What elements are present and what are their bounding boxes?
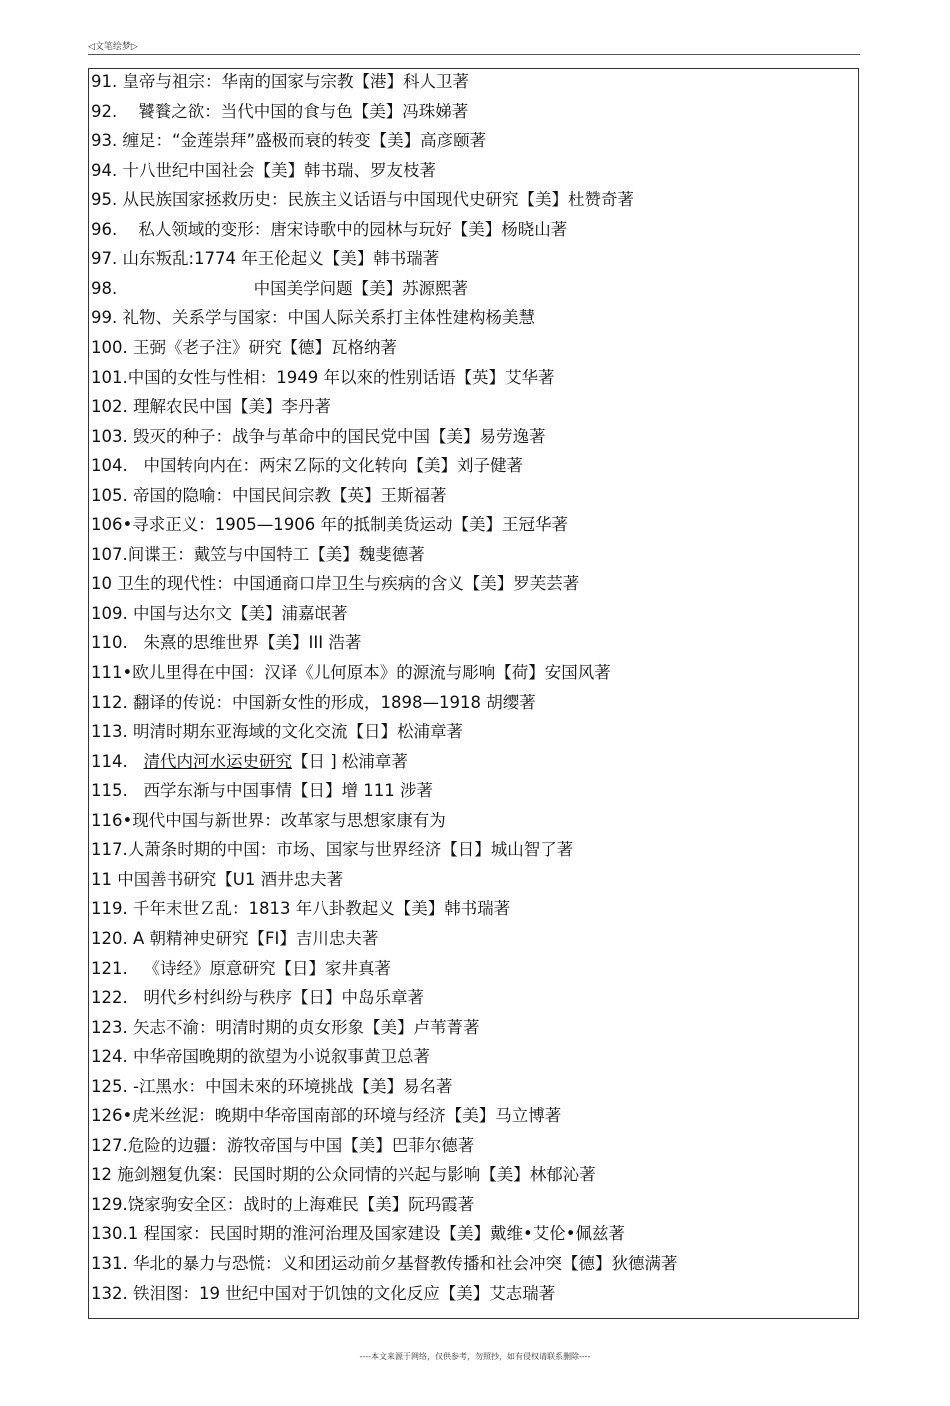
list-item <box>91 515 568 535</box>
entry-text: 中国美学问题【美】苏源熙著 <box>253 278 469 298</box>
entry-number: 112. <box>91 692 128 712</box>
entry-text: 施剑翘复仇案：民国时期的公众同情的兴起与影响【美】林郁沁著 <box>117 1165 596 1185</box>
entry-text: 矢志不渝：明清时期的贞女形象【美】卢苇菁著 <box>133 1017 480 1037</box>
entry-number: 122. <box>91 988 128 1008</box>
entry-text: -江黑水：中国未來的环境挑战【美】易名著 <box>133 1076 453 1096</box>
entry-text: 西学东渐与中国事情【日】增 111 涉著 <box>143 781 433 801</box>
list-item <box>91 1224 625 1244</box>
page-header <box>88 38 860 55</box>
list-item <box>91 693 536 713</box>
list-item <box>91 249 439 269</box>
entry-number: 110. <box>91 633 128 653</box>
list-item <box>91 308 535 328</box>
list-item <box>91 1284 555 1304</box>
entry-text: 明代乡村纠纷与秩序【日】中岛乐章著 <box>143 988 424 1008</box>
entry-number: 106• <box>91 515 133 535</box>
entry-number: 127. <box>91 1135 128 1155</box>
entry-number: 103. <box>91 426 128 446</box>
entry-text: 《诗经》原意研究【日】家井真著 <box>143 958 391 978</box>
entry-text: 程国家：民国时期的淮河治理及国家建设【美】戴维•艾伦•佩兹著 <box>143 1224 625 1244</box>
list-item <box>91 1018 480 1038</box>
entry-number: 121. <box>91 958 128 978</box>
entry-text: 【日 ] 松浦章著 <box>292 751 408 771</box>
entry-text: 人萧条时期的中国：市场、国家与世界经济【日】城山智了著 <box>127 840 574 860</box>
entry-text: 理解农民中国【美】李丹著 <box>133 397 331 417</box>
entry-text: 缠足：“金莲崇拜”盛极而衰的转变【美】高彦颐著 <box>122 131 487 151</box>
list-item <box>91 1136 474 1156</box>
list-item <box>91 338 397 358</box>
entry-number: 109. <box>91 603 128 623</box>
entry-text: 山东叛乱:1774 年王伦起义【美】韩书瑞著 <box>122 249 440 269</box>
entry-number: 101. <box>91 367 128 387</box>
entry-number: 95. <box>91 190 118 210</box>
list-item <box>91 752 408 772</box>
entry-number: 102. <box>91 397 128 417</box>
entry-number: 129. <box>91 1194 128 1214</box>
entry-number: 93. <box>91 131 118 151</box>
list-item <box>91 899 510 919</box>
entry-text: 危险的边疆：游牧帝国与中国【美】巴菲尔德著 <box>127 1135 475 1155</box>
entry-number: 119. <box>91 899 128 919</box>
entry-number: 107. <box>91 544 128 564</box>
list-item <box>91 131 486 151</box>
list-item <box>91 1077 452 1097</box>
book-list-box <box>88 68 859 1319</box>
entry-text: 朱熹的思维世界【美】III 浩著 <box>143 633 362 653</box>
entry-text: 虎米丝泥：晚期中华帝国南部的环境与经济【美】马立博著 <box>132 1106 562 1126</box>
entry-text: 中国善书研究【U1 酒井忠夫著 <box>117 869 344 889</box>
entry-number: 123. <box>91 1017 128 1037</box>
list-item <box>91 456 523 476</box>
list-item <box>91 279 468 299</box>
entry-number: 96. <box>91 219 118 239</box>
entry-number: 132. <box>91 1283 128 1303</box>
list-item <box>91 988 424 1008</box>
entry-number: 98. <box>91 278 118 298</box>
entry-text: 毁灭的种子：战争与革命中的国民党中国【美】易劳逸著 <box>133 426 546 446</box>
entry-text: 皇帝与祖宗：华南的国家与宗教【港】科人卫著 <box>122 72 469 91</box>
entry-number: 111• <box>91 663 133 682</box>
entry-text: 礼物、关系学与国家：中国人际关系打主体性建构杨美慧 <box>122 308 535 328</box>
entry-text: 铁泪图：19 世纪中国对于饥蚀的文化反应【美】艾志瑞著 <box>133 1283 556 1303</box>
entry-text: 中国的女性与性相：1949 年以來的性别话语【英】艾华著 <box>127 367 555 387</box>
entry-number: 94. <box>91 160 118 180</box>
list-item <box>91 72 469 92</box>
entry-number: 12 <box>91 1165 112 1185</box>
list-item <box>91 161 436 181</box>
entry-text: 寻求正义：1905—1906 年的抵制美货运动【美】王冠华著 <box>132 515 568 535</box>
entry-text: 千年末世Ｚ乱：1813 年八卦教起义【美】韩书瑞著 <box>133 899 511 919</box>
entry-text: 饕餮之欲：当代中国的食与色【美】冯珠娣著 <box>138 101 469 121</box>
entry-number: 124. <box>91 1047 128 1067</box>
entry-text: 饶家驹安全区：战时的上海难民【美】阮玛霞著 <box>127 1194 475 1214</box>
entry-number: 99. <box>91 308 118 328</box>
entry-number: 115. <box>91 781 128 801</box>
list-item <box>91 1047 430 1067</box>
entry-text: 十八世纪中国社会【美】韩书瑞、罗友枝著 <box>122 160 436 180</box>
entry-number: 131. <box>91 1254 128 1273</box>
list-item <box>91 545 425 565</box>
list-item <box>91 220 567 240</box>
entry-number: 117. <box>91 840 128 860</box>
entry-text: 华北的暴力与恐慌：义和团运动前夕基督教传播和社会冲突【德】狄德满著 <box>133 1254 678 1273</box>
list-item <box>91 102 468 122</box>
list-item <box>91 1195 474 1215</box>
entry-text: 明清时期东亚海域的文化交流【日】松浦章著 <box>133 722 463 742</box>
entry-text: 私人领域的变形：唐宋诗歌中的园林与玩好【美】杨晓山著 <box>138 219 568 239</box>
list-item <box>91 1254 678 1274</box>
list-item <box>91 929 378 949</box>
entry-number: 91. <box>91 72 118 91</box>
entry-number: 126• <box>91 1106 133 1126</box>
entry-text: 中国与达尔文【美】浦嘉氓著 <box>133 603 348 623</box>
entry-number: 104. <box>91 456 128 476</box>
entry-number: 10 <box>91 574 112 594</box>
list-item <box>91 1106 561 1126</box>
list-item <box>91 397 331 417</box>
list-item <box>91 574 579 594</box>
entry-number: 130.1 <box>91 1224 139 1244</box>
entry-text: 间谍王：戴笠与中国特工【美】魏斐德著 <box>127 544 425 564</box>
entry-text: 从民族国家拯救历史：民族主义话语与中国现代史研究【美】杜赞奇著 <box>122 190 634 210</box>
list-item <box>91 633 361 653</box>
list-item <box>91 722 463 742</box>
header-text: ◁文笔绘梦▷ <box>88 42 138 52</box>
entry-number: 113. <box>91 722 128 742</box>
list-item <box>91 368 555 388</box>
list-item <box>91 840 573 860</box>
entry-text: 帝国的隐喻：中国民间宗教【英】王斯福著 <box>133 485 447 505</box>
list-item <box>91 604 348 624</box>
entry-text: 中国转向内在：两宋Ｚ际的文化转向【美】刘子健著 <box>143 456 523 476</box>
entry-text: 王弼《老子注》研究【德】瓦格纳著 <box>133 337 397 357</box>
list-item <box>91 959 391 979</box>
list-item <box>91 486 447 506</box>
entry-text: 中华帝国晚期的欲望为小说叙事黄卫总著 <box>133 1047 430 1067</box>
list-item <box>91 190 634 210</box>
entry-number: 114. <box>91 751 128 771</box>
entry-text: A 朝精神史研究【FI】吉川忠夫著 <box>133 928 379 948</box>
list-item <box>91 663 611 683</box>
entry-text: 欧儿里得在中国：汉译《儿何原本》的源流与彫响【荷】安国风著 <box>132 663 611 682</box>
list-item <box>91 781 433 801</box>
entry-number: 11 <box>91 869 112 889</box>
entry-text: 翻译的传说：中国新女性的形成，1898—1918 胡缨著 <box>133 692 536 712</box>
entry-number: 97. <box>91 249 118 269</box>
entry-number: 125. <box>91 1076 128 1096</box>
list-item <box>91 870 343 890</box>
entry-number: 105. <box>91 485 128 505</box>
list-item <box>91 427 546 447</box>
entry-number: 120. <box>91 928 128 948</box>
entry-title-link[interactable]: 清代内河水运史研究 <box>143 751 292 771</box>
entry-text: 现代中国与新世界：改革家与思想家康有为 <box>132 810 446 830</box>
list-item <box>91 1165 596 1185</box>
page-footer: ----本文来源于网络，仅供参考，勿照抄，如有侵权请联系删除---- <box>359 1352 591 1361</box>
list-item <box>91 811 446 831</box>
entry-number: 92. <box>91 101 118 121</box>
entry-text: 卫生的现代性：中国通商口岸卫生与疾病的含义【美】罗芙芸著 <box>117 574 580 594</box>
entry-number: 100. <box>91 337 128 357</box>
entry-number: 116• <box>91 810 133 830</box>
